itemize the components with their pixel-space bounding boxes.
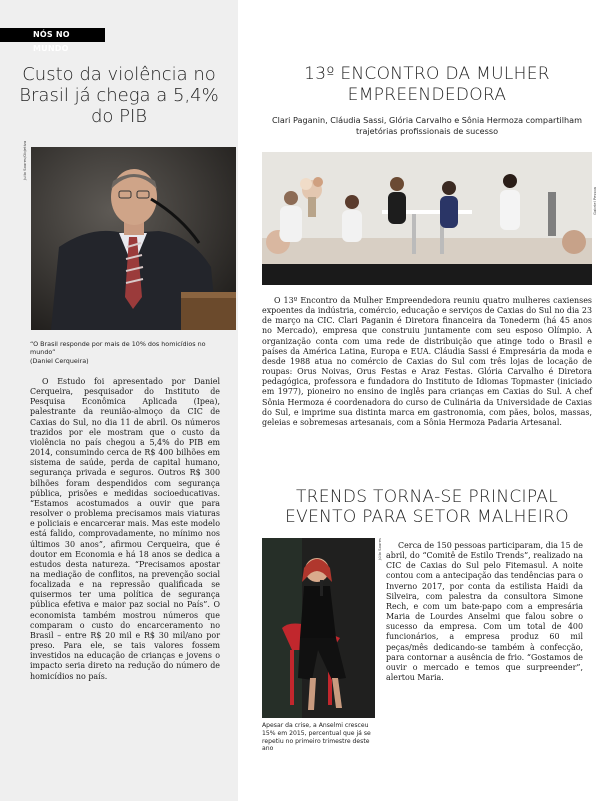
- section-tag: NÓS NO MUNDO: [0, 28, 105, 42]
- event-headline: 13º ENCONTRO DA MULHER EMPREENDEDORA: [304, 64, 550, 105]
- anselmi-photo-credit: Júlio Soares: [377, 537, 382, 560]
- panel-photo: [262, 152, 592, 285]
- anselmi-caption: Apesar da crise, a Anselmi cresceu 15% em 2015, percentual que já se repetiu no primeiro trimestre deste ano: [262, 722, 371, 753]
- panel-illustration: [262, 152, 592, 285]
- event-subhead: Clari Paganin, Cláudia Sassi, Glória Carvalho e Sônia Hermoza compartilham trajetórias profissionais de sucesso: [271, 115, 583, 136]
- left-headline: Custo da violência no Brasil já chega a 5,4% do PIB: [19, 64, 219, 127]
- speaker-photo-credit: Julio Soares/Objetiva: [22, 140, 27, 180]
- trends-headline: TRENDS TORNA-SE PRINCIPAL EVENTO PARA SETOR MALHEIRO: [285, 487, 569, 527]
- speaker-illustration: [31, 147, 236, 330]
- panel-photo-credit: Gabriel Pessoa: [592, 187, 597, 215]
- event-article-body: O 13º Encontro da Mulher Empreendedora reuniu quatro mulheres caxienses expoentes da indústria, comércio, educação e serviços de Caxias do Sul no dia 23 de março na CIC. Clari Paganin é Diretora financeira da Tonederm (há 45 anos no Mercado), empresa que construiu juntamente com seu esposo Olímpio. A organização conta com uma rede de distribuição que atinge todo o Brasil e países da América Latina, Europa e EUA. Cláudia Sassi é Empresária da moda e desde 1988 atua no comércio de Caxias do Sul com três lojas de locação de roupas: Orus Noivas, Orus Festas e Araz Festas. Glória Carvalho é Diretora pedagógica, professora e fundadora do Instituto de Idiomas Topmaster (iniciado em 1977), pioneiro no ensino de inglês para crianças em Caxias do Sul. A chef Sônia Hermoza é coordenadora do curso de Culinária da Universidade de Caxias do Sul, e imprime sua distinta marca em gastronomia, com pães, bolos, massas, geleias e sobremesas artesanais, com a Sônia Hermoza Padaria Artesanal.: [262, 296, 592, 427]
- caption-person: (Daniel Cerqueira): [30, 356, 89, 365]
- caption-quote: “O Brasil responde por mais de 10% dos homicídios no mundo”: [30, 340, 206, 357]
- anselmi-illustration: [262, 538, 375, 718]
- speaker-caption: [30, 340, 220, 365]
- left-article-body: O Estudo foi apresentado por Daniel Cerqueira, pesquisador do Instituto de Pesquisa Econômica Aplicada (Ipea), palestrante da reunião-almoço da CIC de Caxias do Sul, no dia 11 de abril. Os números trazidos por ele mostram que o custo da violência no país chegou a 5,4% do PIB em 2014, consumindo cerca de R$ 400 bilhões em sistema de saúde, perda de capital humano, segurança privada e seguros. Outros R$ 300 bilhões foram despendidos com segurança pública, prisões e medidas socioeducativas. “Estamos acostumados a ouvir que para resolver o problema precisamos mais viaturas e policiais e encarcerar mais. Mas este modelo está falido, comprovadamente, no mínimo nos últimos 30 anos”, afirmou Cerqueira, que é doutor em Economia e há 18 anos se dedica a estudos desta natureza. “Precisamos apostar na mediação de conflitos, na prevenção social focalizada e na repressão qualificada se quisermos ter uma política de segurança pública efetiva e maior paz social no País”. O economista também mostrou números que comparam o custo do encarceramento no Brasil – entre R$ 20 mil e R$ 30 mil/ano por preso. Para ele, se tais valores fossem investidos na educação de crianças e jovens o impacto seria direto na redução do número de homicídios no país.: [30, 377, 220, 681]
- speaker-photo: [31, 147, 236, 330]
- anselmi-photo: [262, 538, 375, 718]
- trends-article-body: Cerca de 150 pessoas participaram, dia 15 de abril, do “Comitê de Estilo Trends”, realizado na CIC de Caxias do Sul pelo Fitemasul. A noite contou com a antecipação das tendências para o Inverno 2017, por conta da estilista Haidi da Silveira, com palestra da consultora Simone Rech, e com um bate-papo com a empresária Maria de Lourdes Anselmi que falou sobre o sucesso da empresa. Com um total de 400 funcionários, a empresa produz 60 mil peças/mês dedicando-se também à confecção, para contornar a ausência de frio. “Gostamos de ouvir o mercado e temos que surpreender”, alertou Maria.: [386, 541, 583, 683]
